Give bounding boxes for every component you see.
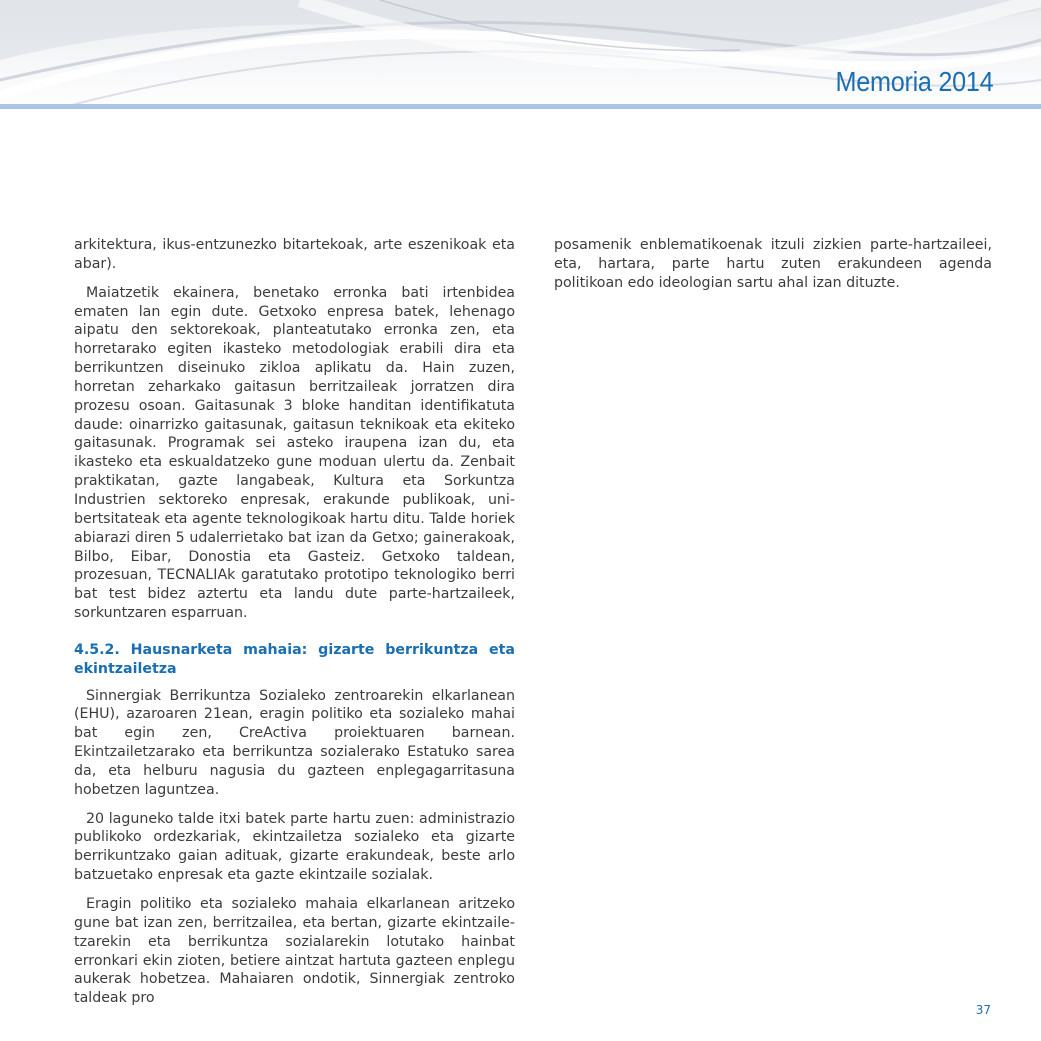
- paragraph: posamenik enblematikoenak itzuli zizkien parte-hartzaileei, eta, hartara, parte hartu zuten erakundeen agenda politikoan edo ideologian sartu ahal izan dituzte.: [554, 237, 992, 291]
- paragraph: 20 laguneko talde itxi batek parte hartu zuen: administrazio publikoko ordezkariak, ekintzailetza sozialeko eta gizarte berrikuntzako gaian adituak, gizarte erakundeak, beste arlo batzuetako enpresak eta gazte ekintzaile sozialak.: [74, 810, 515, 884]
- paragraph: Eragin politiko eta sozialeko mahaia elkarlanean aritzeko gune bat izan zen, berritzailea, eta bertan, gizarte ekintzailetzarekin eta berrikuntza sozialarekin lotutako hainbat erronkari ekin zioten, betiere aintzat hartuta gazteen enplegu aukerak hobetzea. Mahaiaren ondotik, Sinnergiak zentroko taldeak pro: [74, 896, 515, 1007]
- page-number: 37: [975, 1003, 991, 1017]
- paragraph: arkitektura, ikus-entzunezko bitartekoak, arte eszenikoak eta abar).: [74, 237, 515, 272]
- paragraph: Sinnergiak Berrikuntza Sozialeko zentroarekin elkarlanean (EHU), azaroaren 21ean, eragin politiko eta sozialeko mahai bat egin zen, CreActiva proiektuaren barnean. Ekintzailetzarako eta berrikuntza sozialerako Estatuko sarea da, eta helburu nagusia du gazteen enplegagarritasuna hobetzen laguntzea.: [74, 687, 515, 798]
- header-rule: [0, 104, 1041, 109]
- document-title: Memoria 2014: [835, 66, 993, 97]
- page-header: [0, 0, 1041, 112]
- paragraph: Maiatzetik ekainera, benetako erronka bati irtenbidea ematen lan egin dute. Getxoko enpresa batek, lehenago aipatu den sektorekoak, planteatutako erronka zen, eta horretarako egiten ikasteko metodologiak erabili dira eta berrikuntzen diseinuko zikloa aplikatu da. Hain zuzen, horretan zeharkako gaitasun berritzaileak jorratzen dira prozesu osoan. Gaitasunak 3 bloke handitan identifikatuta daude: oinarrizko gaitasunak, gaitasun teknikoak eta ekiteko gaitasunak. Programak sei asteko iraupena izan du, eta ikasteko eta eskualdatzeko gune moduan ulertu da. Zenbait praktikatan, gazte langabeak, Kultura eta Sorkuntza Industrien sektoreko enpresak, erakunde publikoak, unibertsitateak eta agente teknologikoak hartu ditu. Talde horiek abiarazi diren 5 udalerrietako bat izan da Getxo; gainerakoak, Bilbo, Eibar, Donostia eta Gasteiz. Getxoko taldean, prozesuan, TECNALIAk garatutako prototipo teknologiko berri bat test bidez aztertu eta landu dute parte-hartzaileek, sorkuntzaren esparruan.: [74, 284, 515, 622]
- section-heading: 4.5.2. Hausnarketa mahaia: gizarte berrikuntza eta ekintzailetza: [74, 641, 515, 677]
- right-column: [554, 236, 992, 303]
- left-column: [74, 236, 515, 1018]
